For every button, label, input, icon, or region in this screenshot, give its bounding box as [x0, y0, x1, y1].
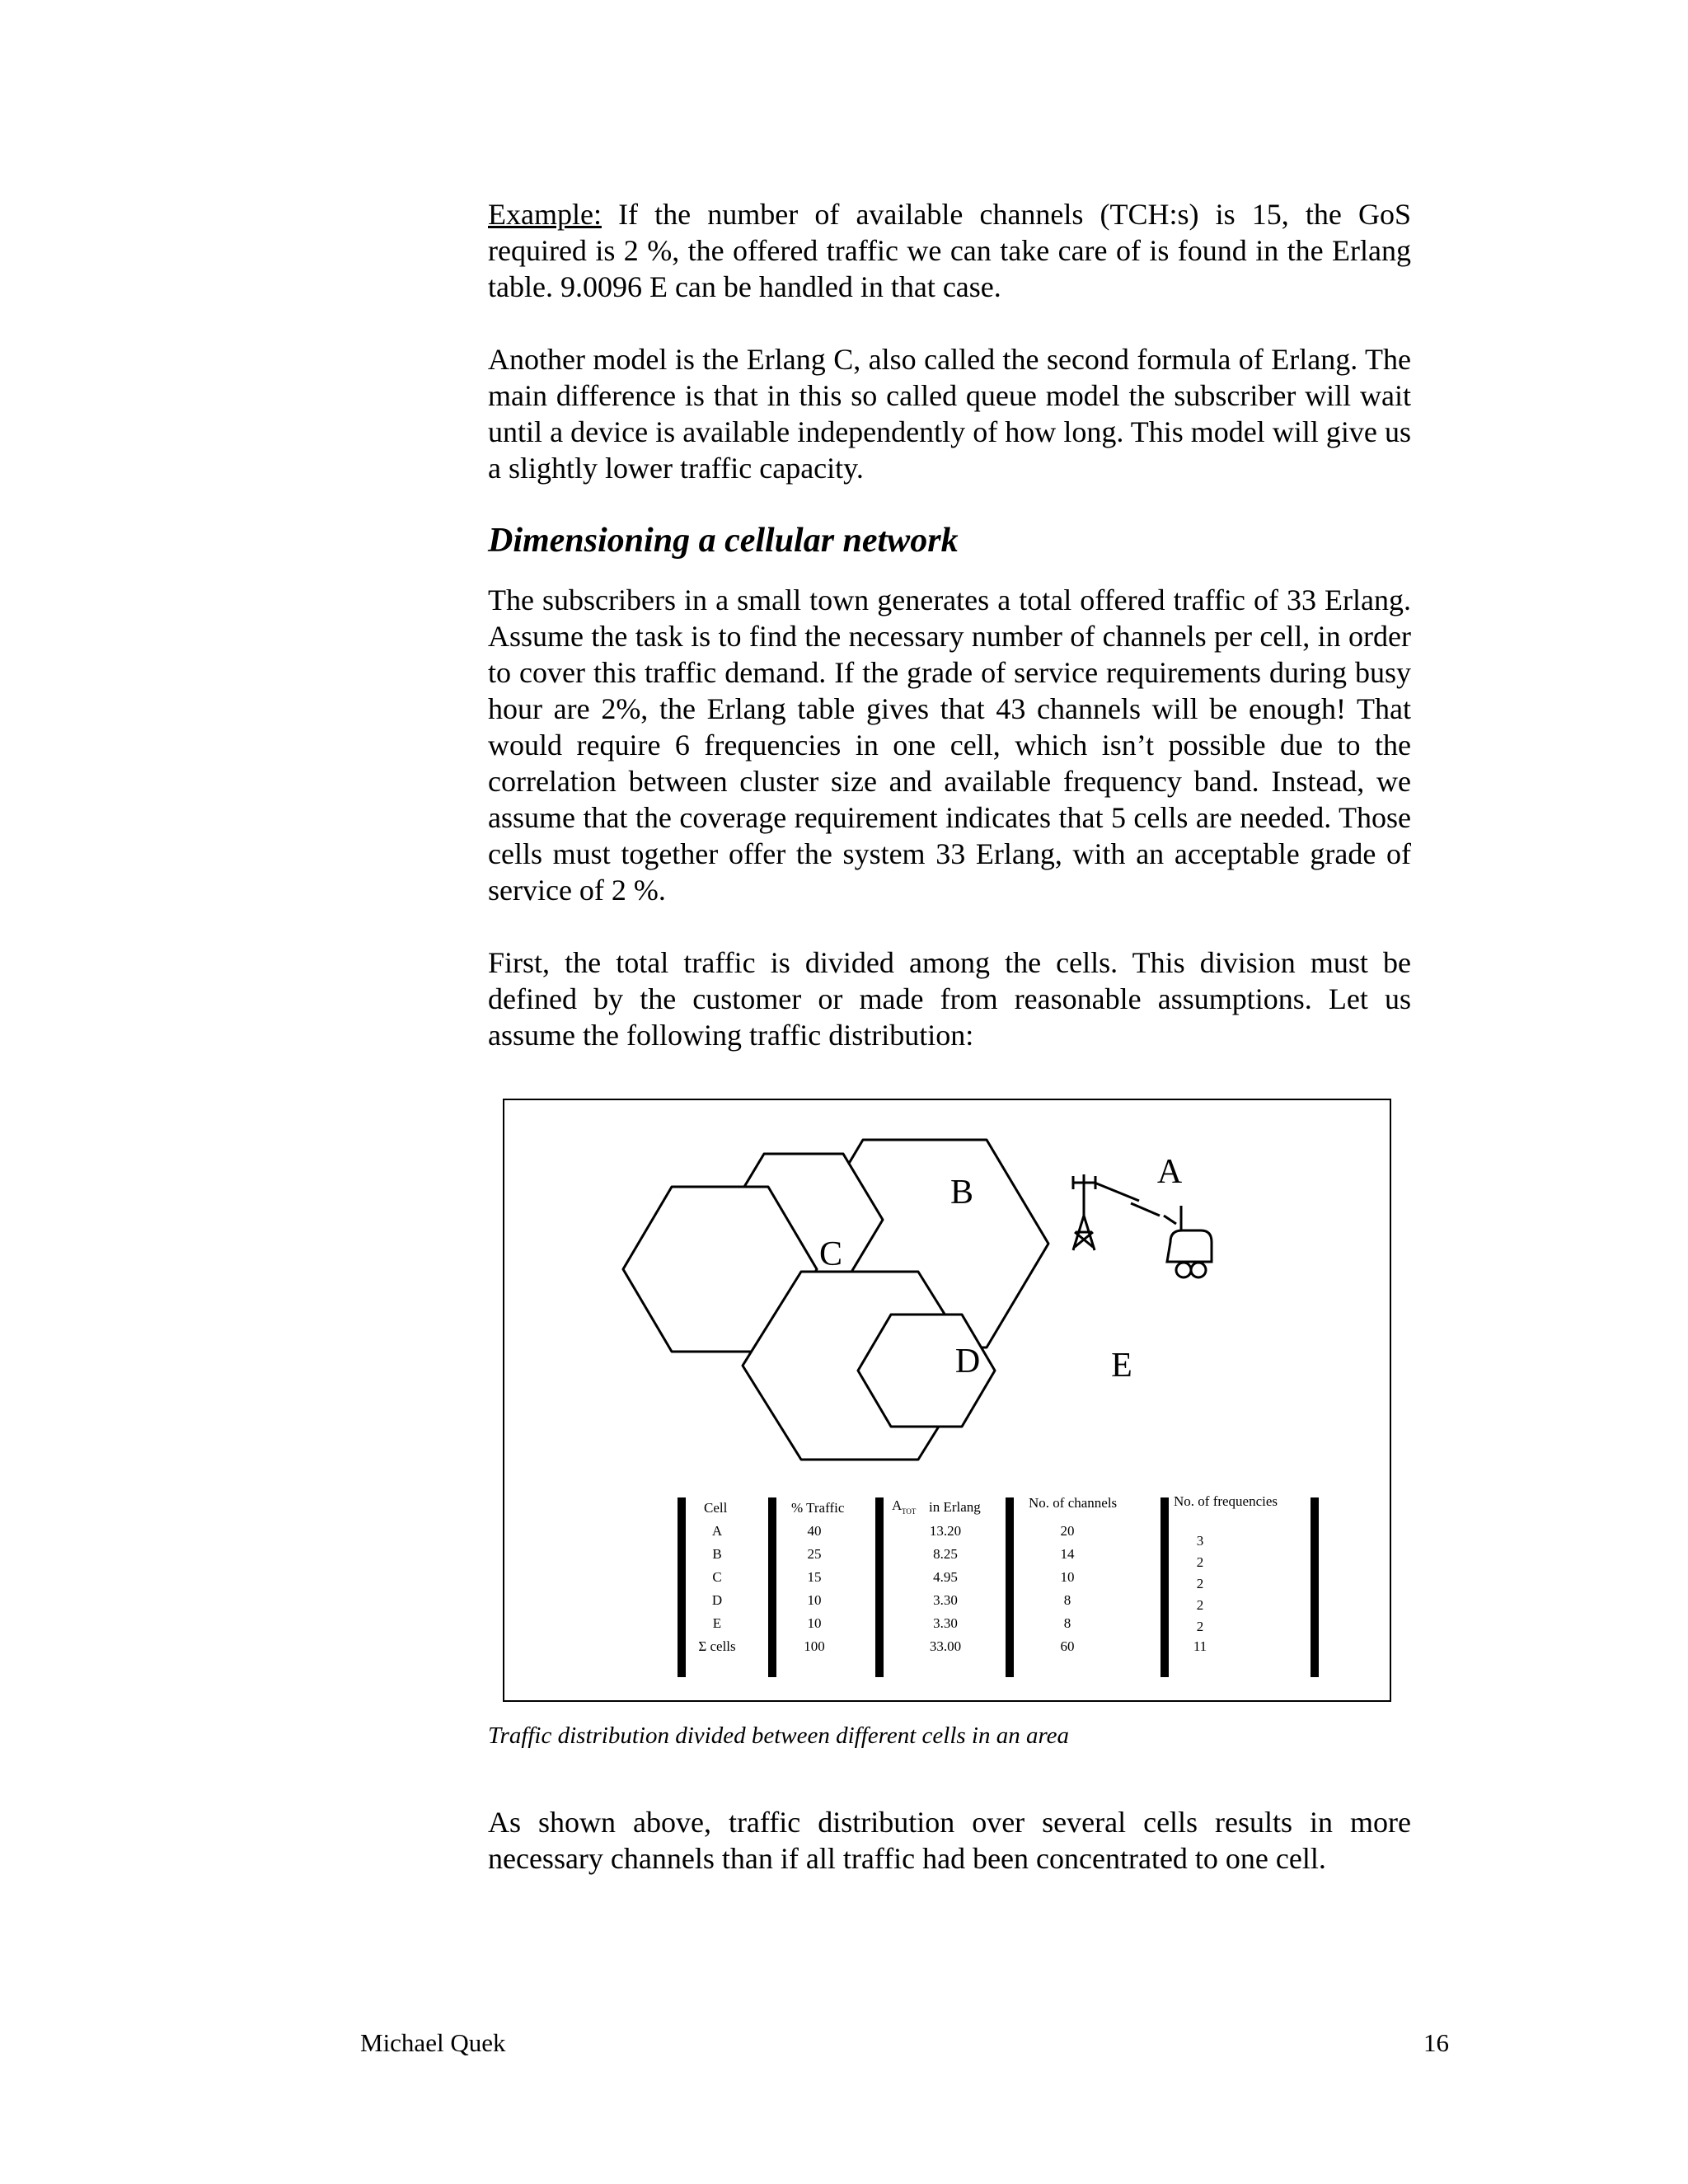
- conclusion-paragraph: As shown above, traffic distribution over several cells results in more necessary channels than if all traffic had been concentrated to one cell.: [488, 1806, 1411, 1875]
- table-cell-traffic: 10: [807, 1592, 822, 1608]
- section-heading: Dimensioning a cellular network: [488, 522, 959, 560]
- header-a: A: [892, 1497, 903, 1513]
- table-divider: [768, 1497, 776, 1677]
- cell-d-label: D: [954, 1343, 981, 1380]
- table-cell-cell: E: [712, 1615, 722, 1631]
- traffic-figure: [503, 1099, 1391, 1702]
- table-cell-traffic: 100: [804, 1638, 825, 1654]
- table-cell-traffic: 10: [807, 1615, 822, 1631]
- header-cell: Cell: [704, 1500, 728, 1516]
- table-cell-erlang: 8.25: [933, 1546, 958, 1562]
- table-cell-cell: Σ cells: [698, 1638, 736, 1654]
- table-divider: [875, 1497, 884, 1677]
- mobile-station-icon: [1167, 1206, 1212, 1277]
- table-cell-channels: 10: [1060, 1569, 1075, 1585]
- table-cell-cell: D: [711, 1592, 723, 1608]
- table-cell-erlang: 3.30: [933, 1615, 958, 1631]
- header-channels: No. of channels: [1029, 1495, 1118, 1511]
- table-divider: [678, 1497, 686, 1677]
- header-erlang: in Erlang: [929, 1499, 981, 1515]
- erlang-c-paragraph: Another model is the Erlang C, also called the second formula of Erlang. The main difference is that in this so called queue model the subscriber will wait until a device is available independently of how long. This model will give us a slightly lower traffic capacity.: [488, 343, 1411, 485]
- table-cell-erlang: 13.20: [929, 1523, 962, 1539]
- table-cell-erlang: 4.95: [933, 1569, 958, 1585]
- table-header: [704, 1493, 1278, 1516]
- table-divider: [1160, 1497, 1169, 1677]
- table-cell-traffic: 15: [807, 1569, 822, 1585]
- header-frequencies: No. of frequencies: [1174, 1493, 1278, 1509]
- example-paragraph: [488, 196, 1411, 305]
- table-cell-cell: B: [712, 1546, 722, 1562]
- footer-page-number: 16: [1423, 2028, 1449, 2057]
- table-cell-frequencies: 2: [1196, 1554, 1204, 1570]
- cell-b-label: B: [950, 1174, 974, 1212]
- header-traffic: % Traffic: [791, 1500, 845, 1516]
- main-text: [488, 196, 1411, 1053]
- cell-c-label: C: [818, 1235, 843, 1273]
- table-cell-channels: 8: [1063, 1592, 1071, 1608]
- table-cell-cell: A: [711, 1523, 723, 1539]
- header-a-sub: TOT: [902, 1507, 917, 1516]
- cell-e-label: E: [1111, 1347, 1132, 1385]
- table-cell-erlang: 33.00: [929, 1638, 962, 1654]
- table-cell-channels: 60: [1060, 1638, 1075, 1654]
- table-cell-traffic: 25: [807, 1546, 822, 1562]
- table-cell-frequencies: 2: [1196, 1597, 1204, 1613]
- table-divider: [1006, 1497, 1014, 1677]
- table-cell-frequencies: 11: [1193, 1638, 1207, 1654]
- cell-a-label: A: [1156, 1153, 1183, 1191]
- traffic-division-paragraph: First, the total traffic is divided among the cells. This division must be defined by the customer or made from reasonable assumptions. Let us assume the following traffic distribution:: [488, 946, 1411, 1052]
- table-cell-channels: 8: [1063, 1615, 1071, 1631]
- dimensioning-paragraph: The subscribers in a small town generates a total offered traffic of 33 Erlang. Assume the task is to find the necessary number of channels per cell, in order to cover this traffic demand. If the grade of service requirements during busy hour are 2%, the Erlang table gives that 43 channels will be enough! That would require 6 frequencies in one cell, which isn’t possible due to the correlation between cluster size and available frequency band. Instead, we assume that the coverage requirement indicates that 5 cells are needed. Those cells must together offer the system 33 Erlang, with an acceptable grade of service of 2 %.: [488, 583, 1411, 907]
- table-cell-cell: C: [712, 1569, 722, 1585]
- table-cell-channels: 14: [1060, 1546, 1075, 1562]
- table-cell-erlang: 3.30: [933, 1592, 958, 1608]
- table-cell-traffic: 40: [807, 1523, 822, 1539]
- table-cell-frequencies: 2: [1196, 1619, 1204, 1634]
- footer-author: Michael Quek: [360, 2028, 506, 2057]
- example-label: Example:: [488, 198, 602, 231]
- table-cell-frequencies: 3: [1196, 1533, 1204, 1549]
- figure-caption: Traffic distribution divided between different cells in an area: [488, 1722, 1070, 1749]
- example-text: If the number of available channels (TCH:s) is 15, the GoS required is 2 %, the offered traffic we can take care of is found in the Erlang table. 9.0096 E can be handled in that case.: [488, 198, 1411, 303]
- cell-diagram: [504, 1100, 1390, 1700]
- table-cell-frequencies: 2: [1196, 1576, 1204, 1591]
- table-divider: [1311, 1497, 1319, 1677]
- table-cell-channels: 20: [1060, 1523, 1075, 1539]
